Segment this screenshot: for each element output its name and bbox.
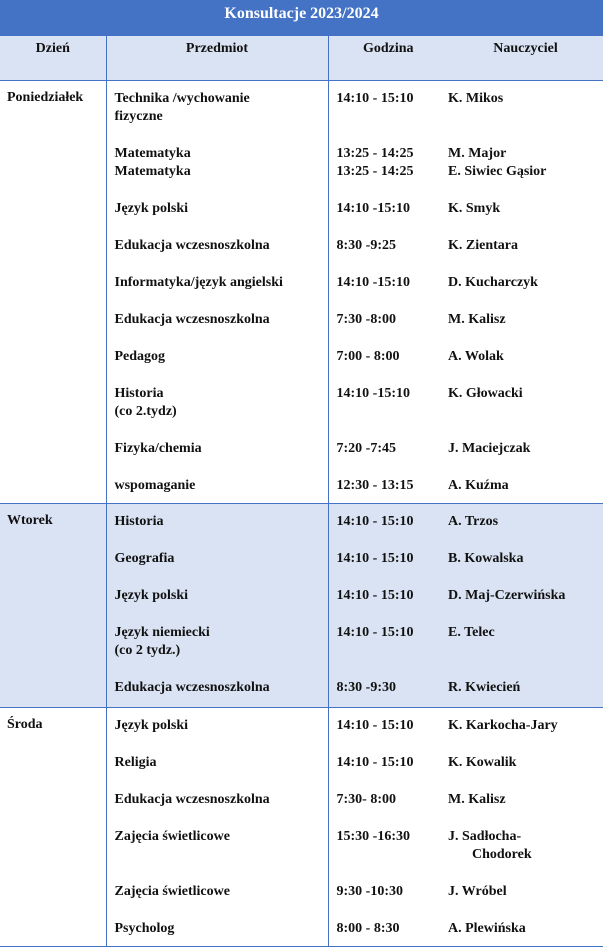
subject-entry — [115, 679, 328, 697]
day-block — [0, 504, 603, 708]
subject-text: Pedagog — [114, 349, 166, 364]
teacher-text: D. Maj-Czerwińska — [448, 588, 566, 603]
time-text: 8:30 -9:25 — [336, 238, 396, 253]
time-entry — [337, 624, 449, 660]
subject-entry — [115, 200, 328, 218]
time-text: 14:10 - 15:10 — [336, 718, 414, 733]
time-text: 14:10 -15:10 — [336, 275, 410, 290]
subject-entry — [115, 624, 328, 660]
teacher-text: K. Karkocha-Jary — [448, 718, 558, 733]
subject-entry — [115, 90, 328, 126]
subject-text: Zajęcia świetlicowe — [114, 829, 230, 844]
time-column — [328, 81, 448, 504]
subject-entry — [115, 145, 328, 163]
teacher-column — [448, 708, 603, 947]
time-text: 14:10 -15:10 — [336, 386, 410, 401]
teacher-text: K. Kowalik — [448, 755, 517, 770]
time-entry — [337, 385, 449, 421]
teacher-entry — [448, 90, 603, 126]
subject-text: Psycholog — [114, 921, 175, 936]
teacher-column — [448, 81, 603, 504]
teacher-text: K. Smyk — [448, 201, 501, 216]
time-text: 13:25 - 14:25 — [336, 146, 414, 161]
subject-entry — [115, 754, 328, 772]
time-text: 14:10 -15:10 — [336, 201, 410, 216]
day-block — [0, 708, 603, 947]
teacher-entry — [448, 754, 603, 772]
subject-entry — [115, 920, 328, 938]
teacher-entry — [448, 920, 603, 938]
time-text: 7:30- 8:00 — [336, 792, 396, 807]
subject-text: Historia — [114, 514, 164, 529]
time-entry — [337, 717, 449, 735]
teacher-entry — [448, 237, 603, 255]
time-text: 14:10 - 15:10 — [336, 588, 414, 603]
time-entry — [337, 791, 449, 809]
subject-entry — [115, 311, 328, 329]
consultations-table — [0, 36, 603, 947]
teacher-text: A. Plewińska — [448, 921, 526, 936]
time-text: 13:25 - 14:25 — [336, 164, 414, 179]
subject-entry — [115, 440, 328, 458]
header-subject: Przedmiot — [106, 36, 328, 81]
subject-column — [106, 81, 328, 504]
subject-entry — [115, 791, 328, 809]
subject-entry — [115, 513, 328, 531]
teacher-text: A. Wolak — [448, 349, 504, 364]
teacher-column — [448, 504, 603, 708]
time-entry — [337, 237, 449, 255]
page-title: Konsultacje 2023/2024 — [0, 0, 603, 36]
time-text: 7:20 -7:45 — [336, 441, 396, 456]
time-text: 14:10 - 15:10 — [336, 755, 414, 770]
teacher-text: J. Sadłocha- — [448, 829, 522, 844]
teacher-text: J. Maciejczak — [448, 441, 531, 456]
subject-text: Edukacja wczesnoszkolna — [114, 680, 270, 695]
teacher-entry — [448, 828, 603, 864]
subject-entry — [115, 348, 328, 366]
teacher-entry — [448, 550, 603, 568]
header-row — [0, 36, 603, 81]
time-entry — [337, 828, 449, 864]
teacher-text: K. Głowacki — [448, 386, 523, 401]
teacher-text: M. Kalisz — [448, 312, 506, 327]
teacher-entry — [448, 624, 603, 660]
teacher-text: K. Mikos — [448, 91, 504, 106]
teacher-text: D. Kucharczyk — [448, 275, 538, 290]
subject-column — [106, 504, 328, 708]
teacher-entry — [448, 717, 603, 735]
time-text: 7:30 -8:00 — [336, 312, 396, 327]
subject-text: Język polski — [114, 718, 189, 733]
time-text: 15:30 -16:30 — [336, 829, 410, 844]
teacher-entry — [448, 311, 603, 329]
subject-text: Edukacja wczesnoszkolna — [114, 312, 270, 327]
teacher-entry — [448, 348, 603, 366]
teacher-entry — [448, 513, 603, 531]
teacher-text: A. Kuźma — [448, 478, 509, 493]
subject-text: Język polski — [114, 201, 189, 216]
subject-text: Język polski — [114, 588, 189, 603]
teacher-entry — [448, 883, 603, 901]
subject-text: Historia — [114, 386, 164, 401]
teacher-text: M. Kalisz — [448, 792, 506, 807]
teacher-entry — [448, 791, 603, 809]
teacher-entry — [448, 200, 603, 218]
subject-text: Informatyka/język angielski — [114, 275, 283, 290]
time-entry — [337, 90, 449, 126]
header-time: Godzina — [328, 36, 448, 81]
time-text: 9:30 -10:30 — [336, 884, 403, 899]
subject-entry — [115, 550, 328, 568]
subject-entry — [115, 477, 328, 495]
subject-text: Geografia — [114, 551, 175, 566]
subject-text: wspomaganie — [114, 478, 196, 493]
subject-text: Religia — [114, 755, 157, 770]
teacher-entry — [448, 440, 603, 458]
subject-text: Edukacja wczesnoszkolna — [114, 238, 270, 253]
time-text: 14:10 - 15:10 — [336, 625, 414, 640]
subject-entry — [115, 385, 328, 421]
day-label: Środa — [0, 708, 106, 947]
teacher-text: J. Wróbel — [448, 884, 507, 899]
time-text: 14:10 - 15:10 — [336, 551, 414, 566]
teacher-text: Chodorek — [472, 847, 532, 862]
teacher-text: R. Kwiecień — [448, 680, 521, 695]
teacher-text: M. Major — [448, 146, 507, 161]
time-entry — [337, 883, 449, 901]
time-entry — [337, 920, 449, 938]
time-entry — [337, 513, 449, 531]
teacher-entry — [448, 274, 603, 292]
time-column — [328, 504, 448, 708]
subject-column — [106, 708, 328, 947]
time-entry — [337, 550, 449, 568]
time-column — [328, 708, 448, 947]
header-teacher: Nauczyciel — [448, 36, 603, 81]
subject-entry — [115, 237, 328, 255]
teacher-entry — [448, 587, 603, 605]
day-label: Wtorek — [0, 504, 106, 708]
teacher-entry — [448, 145, 603, 163]
time-entry — [337, 145, 449, 163]
subject-text: Technika /wychowanie — [114, 91, 250, 106]
subject-entry — [115, 717, 328, 735]
teacher-text: E. Siwiec Gąsior — [448, 164, 547, 179]
subject-entry — [115, 883, 328, 901]
subject-text: Matematyka — [114, 146, 191, 161]
teacher-text: B. Kowalska — [448, 551, 524, 566]
teacher-entry — [448, 477, 603, 495]
time-entry — [337, 679, 449, 697]
subject-text: Matematyka — [114, 164, 191, 179]
time-entry — [337, 754, 449, 772]
time-entry — [337, 348, 449, 366]
subject-entry — [115, 163, 328, 181]
time-text: 14:10 - 15:10 — [336, 514, 414, 529]
subject-text: (co 2.tydz) — [114, 404, 177, 419]
time-text: 7:00 - 8:00 — [336, 349, 400, 364]
subject-text: Język niemiecki — [114, 625, 210, 640]
time-entry — [337, 311, 449, 329]
time-entry — [337, 274, 449, 292]
time-text: 14:10 - 15:10 — [336, 91, 414, 106]
header-day: Dzień — [0, 36, 106, 81]
subject-entry — [115, 274, 328, 292]
day-label: Poniedziałek — [0, 81, 106, 504]
time-text: 8:00 - 8:30 — [336, 921, 400, 936]
teacher-text: A. Trzos — [448, 514, 499, 529]
teacher-entry — [448, 679, 603, 697]
subject-text: Fizyka/chemia — [114, 441, 202, 456]
subject-text: (co 2 tydz.) — [114, 643, 181, 658]
subject-text: fizyczne — [114, 109, 163, 124]
time-entry — [337, 163, 449, 181]
subject-text: Zajęcia świetlicowe — [114, 884, 230, 899]
teacher-entry — [448, 385, 603, 421]
time-text: 8:30 -9:30 — [336, 680, 396, 695]
time-text: 12:30 - 13:15 — [336, 478, 414, 493]
teacher-text: K. Zientara — [448, 238, 518, 253]
subject-entry — [115, 828, 328, 864]
time-entry — [337, 477, 449, 495]
time-entry — [337, 440, 449, 458]
subject-text: Edukacja wczesnoszkolna — [114, 792, 270, 807]
day-block — [0, 81, 603, 504]
teacher-text: E. Telec — [448, 625, 495, 640]
subject-entry — [115, 587, 328, 605]
time-entry — [337, 200, 449, 218]
teacher-entry — [448, 163, 603, 181]
time-entry — [337, 587, 449, 605]
